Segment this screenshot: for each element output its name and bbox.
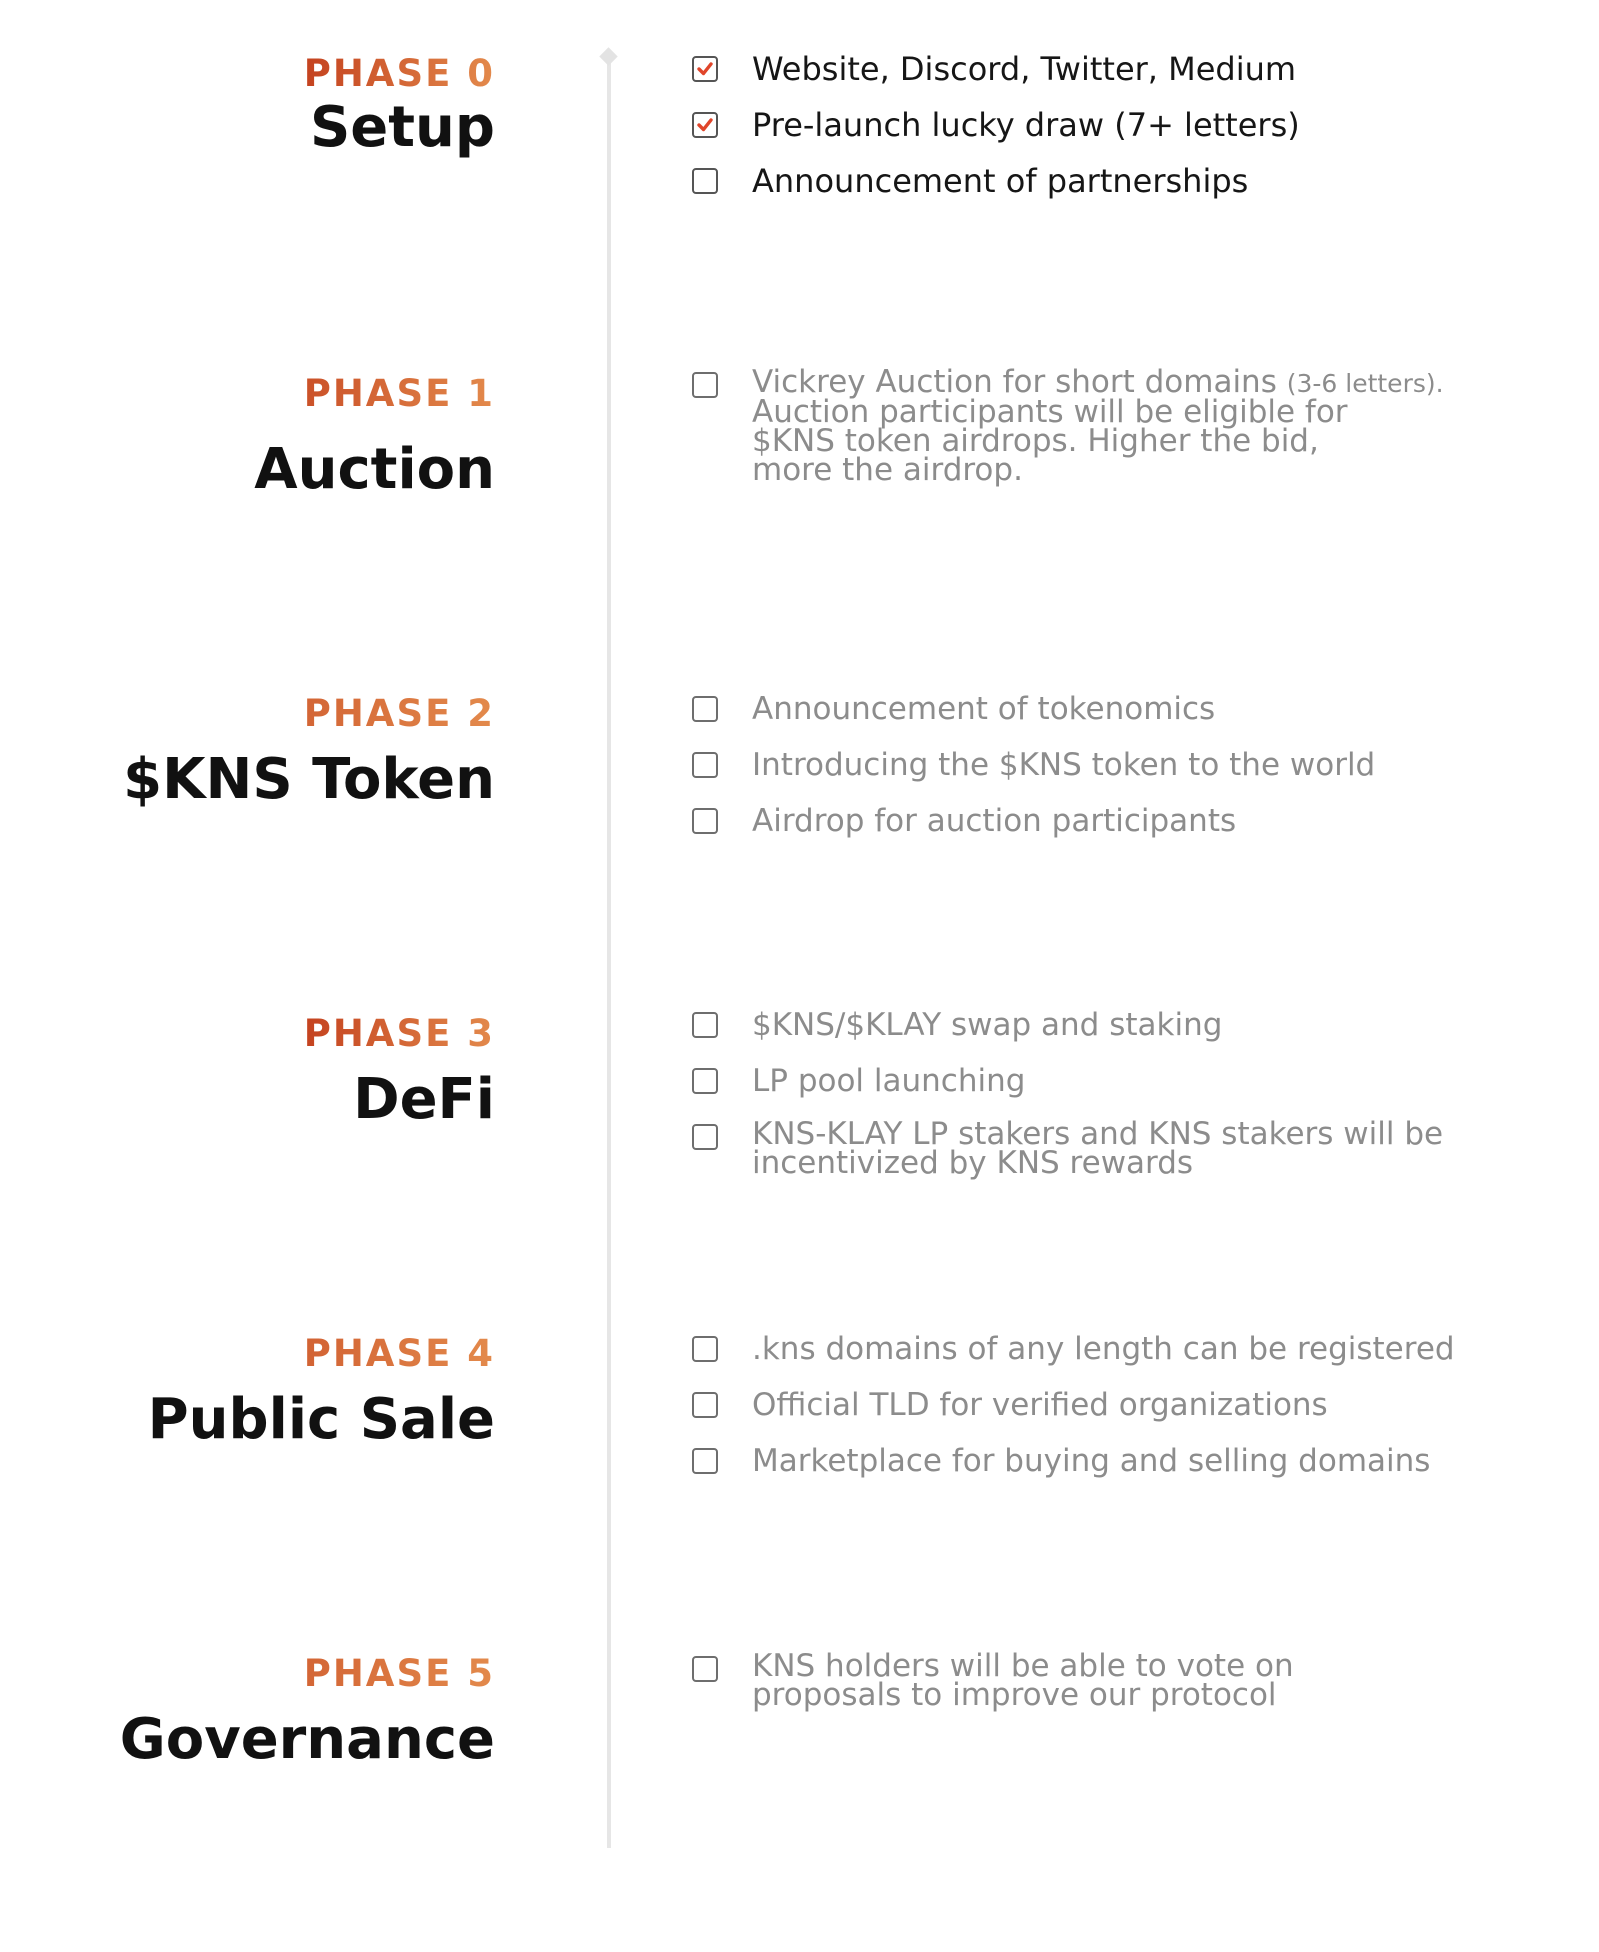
checklist-item[interactable] [690,1116,1510,1181]
checkbox-unchecked[interactable] [692,372,718,398]
checkmark-icon [694,114,716,136]
phase-label: PHASE 3 [303,1012,495,1055]
checklist-item[interactable] [690,692,1510,726]
item-text: Official TLD for verified organizations [752,1387,1328,1423]
item-text: KNS-KLAY LP stakers and KNS stakers will be incentivized by KNS rewards [752,1116,1444,1181]
checklist-item[interactable] [690,364,1510,488]
checklist-item[interactable] [690,1444,1510,1478]
phase-title: Public Sale [147,1387,495,1452]
phase-title: DeFi [353,1067,495,1132]
checklist-item[interactable] [690,1064,1510,1098]
checklist-item[interactable] [690,1332,1510,1366]
phase-1 [0,364,1599,672]
item-text: $KNS/$KLAY swap and staking [752,1007,1223,1043]
item-text: Introducing the $KNS token to the world [752,747,1376,783]
item-text: Announcement of tokenomics [752,691,1216,727]
phase-heading [148,1332,495,1452]
checkbox-unchecked[interactable] [692,1012,718,1038]
checkmark-icon [694,58,716,80]
phase-heading [120,1652,495,1772]
item-text: Vickrey Auction for short domains [752,364,1277,400]
phase-label: PHASE 5 [120,1652,495,1696]
phase-title: Auction [254,437,495,502]
checkbox-unchecked[interactable] [692,1448,718,1474]
item-note: (3-6 letters). [1286,369,1444,398]
checkbox-unchecked[interactable] [692,1068,718,1094]
checkbox-checked[interactable] [692,112,718,138]
phase-label: PHASE 1 [254,372,495,416]
phase-label: PHASE 2 [123,692,495,736]
phase-label: PHASE 0 [303,52,495,95]
phase-heading [304,1012,495,1132]
phase-checklist [690,1332,1510,1500]
checkbox-unchecked[interactable] [692,1124,718,1150]
phase-4 [0,1332,1599,1632]
phase-checklist [690,52,1510,220]
checklist-item[interactable] [690,1008,1510,1042]
item-text: .kns domains of any length can be registered [752,1331,1455,1367]
checkbox-unchecked[interactable] [692,1392,718,1418]
phase-checklist [690,1008,1510,1200]
phase-heading [254,372,495,502]
item-text: Website, Discord, Twitter, Medium [752,50,1297,88]
item-text: Pre-launch lucky draw (7+ letters) [752,106,1300,144]
phase-2 [0,692,1599,992]
checkbox-unchecked[interactable] [692,1336,718,1362]
phase-title: Governance [119,1707,495,1772]
checkbox-unchecked[interactable] [692,752,718,778]
checklist-item[interactable] [690,1388,1510,1422]
checklist-item[interactable] [690,1648,1510,1713]
checklist-item[interactable] [690,804,1510,838]
checkbox-unchecked[interactable] [692,696,718,722]
item-text: Airdrop for auction participants [752,803,1237,839]
checkbox-unchecked[interactable] [692,808,718,834]
checklist-item[interactable] [690,164,1510,198]
phase-3 [0,1007,1599,1312]
phase-title: $KNS Token [123,747,495,812]
phase-5 [0,1648,1599,1952]
item-text: LP pool launching [752,1063,1026,1099]
checkbox-unchecked[interactable] [692,1656,718,1682]
item-text-continued: Auction participants will be eligible for $KNS token airdrops. Higher the bid, more the airdrop. [752,394,1348,488]
item-text: Announcement of partnerships [752,162,1249,200]
phase-title: Setup [309,95,495,160]
checklist-item[interactable] [690,52,1510,86]
phase-checklist [690,364,1510,507]
item-text: Marketplace for buying and selling domains [752,1443,1431,1479]
phase-checklist [690,1648,1510,1732]
phase-checklist [690,692,1510,860]
phase-0 [0,52,1599,352]
checklist-item[interactable] [690,108,1510,142]
item-text: KNS holders will be able to vote on proposals to improve our protocol [752,1648,1294,1713]
phase-heading [123,692,495,812]
checkbox-unchecked[interactable] [692,168,718,194]
checklist-item[interactable] [690,748,1510,782]
phase-label: PHASE 4 [148,1332,495,1376]
checkbox-checked[interactable] [692,56,718,82]
phase-heading [304,52,495,160]
